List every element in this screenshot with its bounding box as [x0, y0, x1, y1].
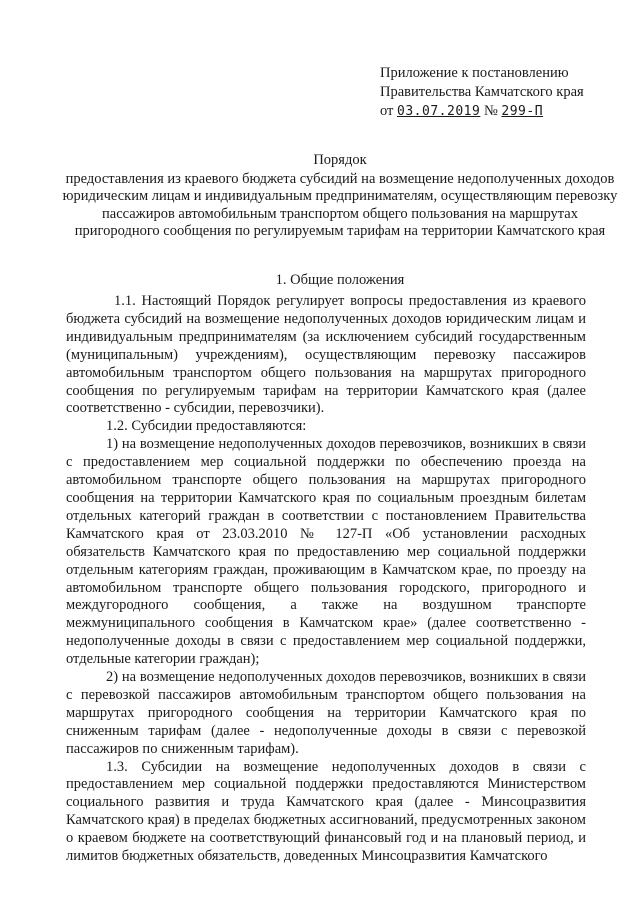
- paragraph-item-1: 1) на возмещение недополученных доходов перевозчиков, возникших в связи с предоставлением мер социальной поддержки по обеспечению проезда на автомобильном транспорте общего пользования на маршрутах пригородного сообщения на территории Камчатского края по социальным проездным билетам отдельных категорий граждан в соответствии с постановлением Правительства Камчатского края от 23.03.2010 № 127-П «Об установлении расходных обязательств Камчатского края по предоставлению мер социальной поддержки отдельным категориям граждан, проживающим в Камчатском крае, по проезду на автомобильном транспорте общего пользования городского, пригородного и междугородного сообщения, а также на воздушном транспорте межмуниципального сообщения в Камчатском крае» (далее соответственно - недополученные доходы в связи с предоставлением мер социальной поддержки, отдельные категории граждан);: [66, 436, 586, 668]
- paragraph-1-2: 1.2. Субсидии предоставляются:: [106, 418, 307, 435]
- paragraph-1-3: 1.3. Субсидии на возмещение недополученных доходов в связи с предоставлением мер социальной поддержки предоставляются Министерством социального развития и труда Камчатского края (далее - Минсоцразвития Камчатского края) в пределах бюджетных ассигнований, предусмотренных законом о краевом бюджете на соответствующий финансовый год и на плановый период, и лимитов бюджетных обязательств, доведенных Минсоцразвития Камчатского: [66, 758, 586, 865]
- document-title: [60, 152, 620, 241]
- paragraph-item-2: 2) на возмещение недополученных доходов перевозчиков, возникших в связи с перевозкой пассажиров автомобильным транспортом общего пользования на маршрутах пригородного сообщения на территории Камчатского края по сниженным тарифам (далее - недополученные доходы в связи с перевозкой пассажиров по сниженным тарифам).: [66, 669, 586, 757]
- from-label: от: [380, 103, 394, 119]
- section-heading: 1. Общие положения: [275, 272, 405, 288]
- appendix-header: [380, 64, 630, 121]
- document-body: [66, 293, 586, 866]
- appendix-line-2: Правительства Камчатского края: [380, 84, 584, 100]
- appendix-line-1: Приложение к постановлению: [380, 65, 569, 81]
- appendix-date-line: [380, 102, 630, 121]
- title-subtitle: предоставления из краевого бюджета субсидий на возмещение недополученных доходов юридическим лицам и индивидуальным предпринимателям, осуществляющим перевозку пассажиров автомобильным транспортом общего пользования на маршрутах пригородного сообщения по регулируемым тарифам на территории Камчатского края: [62, 170, 618, 239]
- resolution-date: 03.07.2019: [397, 104, 481, 119]
- title-heading: Порядок: [313, 152, 367, 168]
- number-label: №: [483, 103, 498, 119]
- paragraph-1-1: 1.1. Настоящий Порядок регулирует вопросы предоставления из краевого бюджета субсидий на возмещение недополученных доходов юридическим лицам и индивидуальным предпринимателям (за исключением субсидий государственным (муниципальным) учреждениям), осуществляющим перевозку пассажиров автомобильным транспортом общего пользования на маршрутах пригородного сообщения по регулируемым тарифам на территории Камчатского края (далее соответственно - субсидии, перевозчики).: [66, 293, 586, 417]
- resolution-number: 299-П: [501, 104, 544, 119]
